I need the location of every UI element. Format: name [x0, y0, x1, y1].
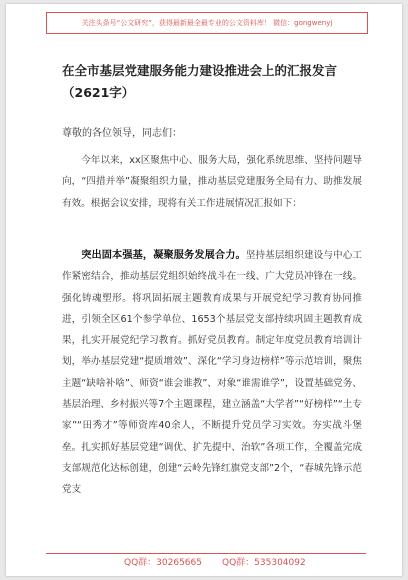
section-body: 坚持基层组织建设与中心工作紧密结合，推动基层党组织始终战斗在一线、广大党员冲锋在一线。强化铸魂塑形。将巩固拓展主题教育成果与开展党纪学习教育协同推进，引领全区61个参学单位、1653个基层党支部持续巩固主题教育成果，扎实开展党纪学习教育。抓好党员教育。制定年度党员教育培训计划，举办基层党建“提质增效”、深化“学习身边榜样”等示范培训，聚焦主题“缺啥补啥”、师资“谁会谁教”、对象“谁需谁学”，设置基础党务、基层治理、乡村振兴等7个主题课程，建立涵盖“大学者”“好榜样”“土专家”“田秀才”等师资库40余人，不断提升党员学习实效。夯实战斗堡垒。扎实抓好基层党建“调优、扩先提中、治软”各项工作，全覆盖完成支部规范化达标创建，创建“云岭先锋红旗党支部”2个，“春城先锋示范党支	[62, 250, 363, 496]
document-title: 在全市基层党建服务能力建设推进会上的汇报发言（2621字）	[62, 63, 338, 100]
section-heading: 突出固本强基，凝聚服务发展合力。	[81, 250, 246, 261]
qq-group-1: QQ群：30265665	[124, 558, 202, 568]
header-banner: 关注头条号“公文研究”，获得最新最全最专业的公文资料库！ 微信：gongwenyj	[46, 12, 368, 34]
salutation: 尊敬的各位领导，同志们：	[62, 128, 182, 139]
paragraph-section-1	[62, 245, 362, 501]
document-page	[6, 4, 402, 576]
footer-contact	[46, 553, 366, 570]
qq-group-2: QQ群：535304092	[222, 558, 306, 568]
paragraph-intro: 今年以来，xx区聚焦中心、服务大局，强化系统思维、坚持问题导向，“四措并举”凝聚组织力量，推动基层党建服务全局有力、助推发展有效。根据会议安排，现将有关工作进展情况汇报如下：	[62, 155, 362, 209]
